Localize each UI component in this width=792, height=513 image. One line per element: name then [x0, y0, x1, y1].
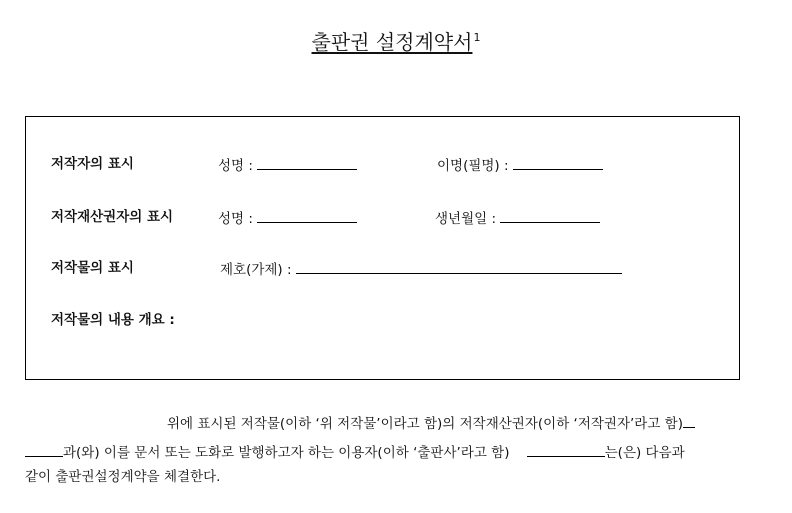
work-title-blank[interactable]: [296, 259, 622, 274]
rights-holder-name-label: 성명 :: [218, 211, 253, 227]
paragraph-line-2a-text: 과(와) 이를 문서 또는 도화로 발행하고자 하는 이용자(이하 ‘출판사’라고 함): [63, 445, 510, 461]
document-title: [0, 30, 792, 58]
rights-holder-birth-field: [435, 208, 600, 228]
rights-holder-name-blank[interactable]: [257, 208, 357, 223]
author-name-label: 성명 :: [218, 158, 253, 174]
work-label: 저작물의 표시: [51, 260, 134, 276]
paragraph-line-2: [25, 443, 765, 462]
author-alias-label: 이명(필명) :: [437, 158, 509, 174]
work-title-field: [220, 259, 622, 279]
paragraph-line-2b-text: 는(은) 다음과: [604, 445, 685, 461]
paragraph-line-3-text: 같이 출판권설정계약을 체결한다.: [25, 469, 221, 485]
author-row: [51, 155, 731, 173]
work-row: [51, 259, 731, 277]
licensor-blank-a[interactable]: [683, 414, 695, 428]
rights-holder-label: 저작재산권자의 표시: [51, 209, 174, 225]
paragraph-line-3: [25, 468, 765, 486]
author-alias-field: [437, 155, 603, 175]
author-name-blank[interactable]: [257, 155, 357, 170]
paragraph-line-1-text: 위에 표시된 저작물(이하 ‘위 저작물’이라고 함)의 저작재산권자(이하 ‘저작권자’라고 함): [167, 416, 683, 432]
author-label: 저작자의 표시: [51, 156, 134, 172]
rights-holder-name-field: [218, 208, 357, 228]
work-title-label: 제호(가제) :: [220, 262, 292, 278]
rights-holder-birth-label: 생년월일 :: [435, 211, 497, 227]
rights-holder-birth-blank[interactable]: [500, 208, 600, 223]
summary-label: 저작물의 내용 개요 :: [51, 312, 175, 328]
author-alias-blank[interactable]: [513, 155, 603, 170]
author-name-field: [218, 155, 357, 175]
paragraph-line-1: [25, 414, 792, 433]
licensor-blank-b[interactable]: [25, 443, 63, 457]
rights-holder-row: [51, 208, 731, 226]
footnote-mark: 1: [473, 31, 481, 44]
summary-row: [51, 311, 175, 329]
document-title-text: 출판권 설정계약서: [311, 30, 473, 54]
info-box: [25, 116, 740, 380]
publisher-blank[interactable]: [527, 443, 605, 457]
